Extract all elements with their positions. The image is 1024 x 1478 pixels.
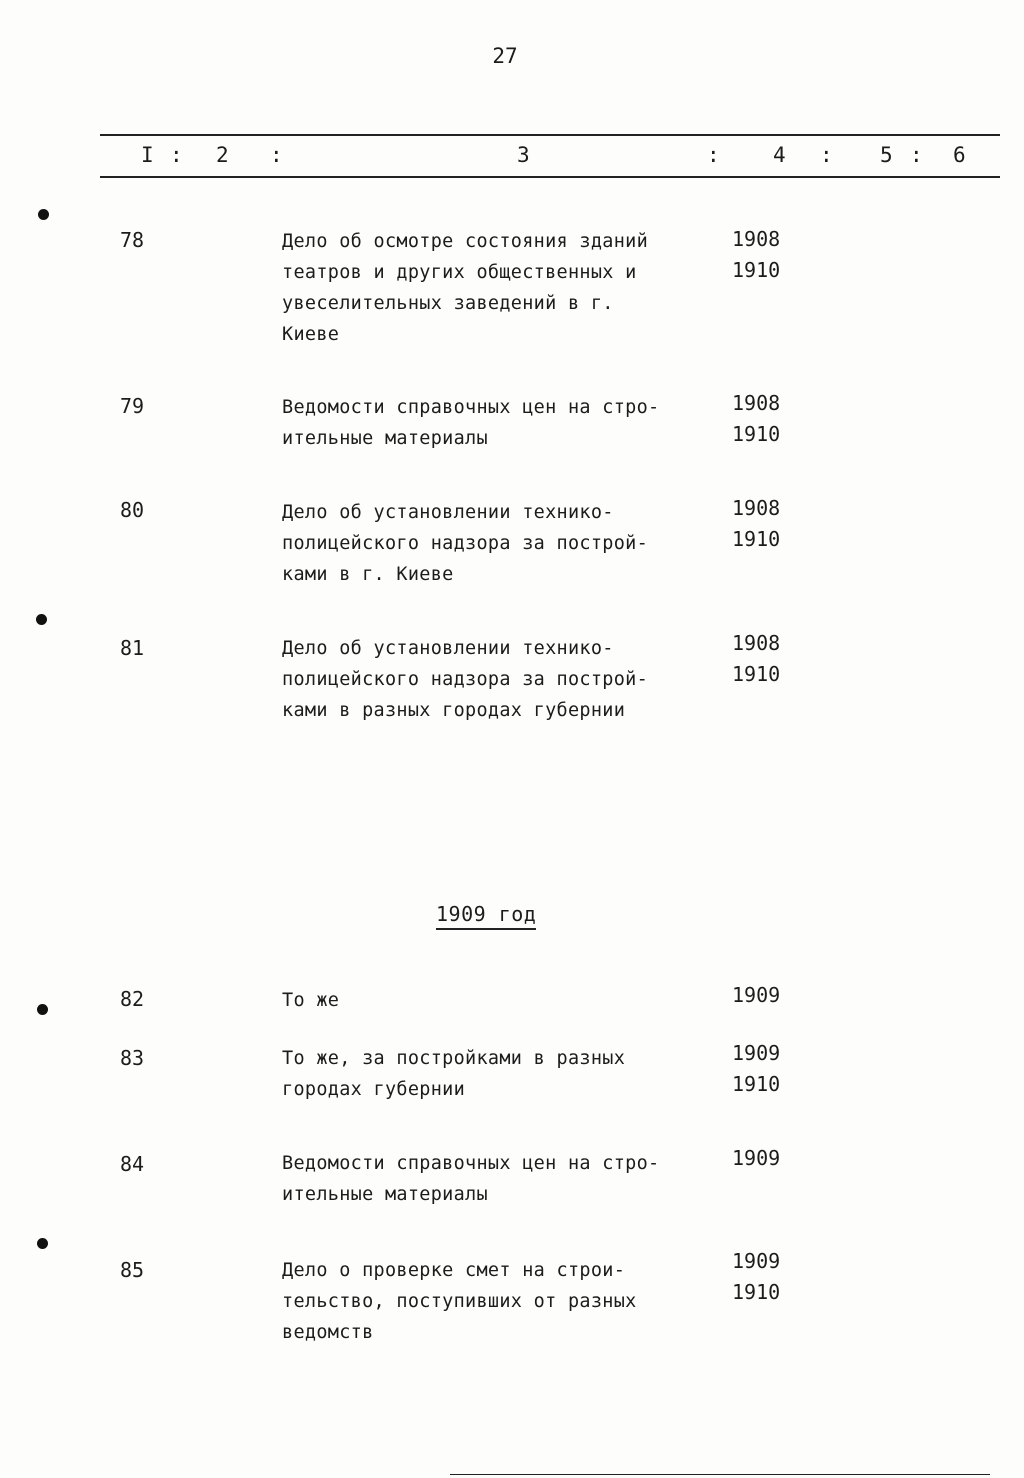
- entry-title-line: ками в г. Киеве: [282, 564, 454, 585]
- column-separator: :: [910, 143, 923, 167]
- entry-title-line: Ведомости справочных цен на стро-: [282, 397, 660, 418]
- year-heading: 1909 год: [436, 902, 536, 930]
- entry-number: 83: [120, 1046, 145, 1070]
- entry-title: [282, 1043, 712, 1105]
- page-number: 27: [492, 44, 518, 68]
- page-bottom-rule: [450, 1474, 990, 1475]
- punch-hole: [36, 614, 47, 625]
- entry-number: 85: [120, 1258, 145, 1282]
- entry-title: [282, 392, 712, 454]
- entry-date-end: 1910: [732, 422, 781, 446]
- entry-title-line: Киеве: [282, 324, 340, 345]
- column-header-3: 3: [517, 143, 530, 167]
- entry-dates: [732, 388, 792, 450]
- punch-hole: [37, 1004, 48, 1015]
- entry-title-line: ками в разных городах губернии: [282, 700, 626, 721]
- entry-title-line: ведомств: [282, 1322, 374, 1343]
- entry-title-line: ительные материалы: [282, 428, 488, 449]
- entry-number: 79: [120, 394, 145, 418]
- entry-date-start: 1909: [732, 1249, 781, 1273]
- column-header-2: 2: [216, 143, 229, 167]
- entry-dates: [732, 1143, 792, 1174]
- column-separator: :: [170, 143, 183, 167]
- entry-date-end: 1910: [732, 662, 781, 686]
- entry-title-line: Ведомости справочных цен на стро-: [282, 1153, 660, 1174]
- entry-date-start: 1908: [732, 227, 781, 251]
- entry-title-line: увеселительных заведений в г.: [282, 293, 614, 314]
- column-header-4: 4: [773, 143, 786, 167]
- entry-title-line: ительные материалы: [282, 1184, 488, 1205]
- entry-date-end: 1910: [732, 1072, 781, 1096]
- column-separator: :: [820, 143, 833, 167]
- entry-date-start: 1909: [732, 983, 781, 1007]
- entry-title-line: Дело об установлении технико-: [282, 502, 614, 523]
- column-separator: :: [270, 143, 283, 167]
- entry-title: [282, 226, 712, 350]
- entry-title: [282, 497, 712, 590]
- header-rule-top: [100, 134, 1000, 136]
- entry-date-start: 1908: [732, 391, 781, 415]
- entry-number: 78: [120, 228, 145, 252]
- entry-number: 82: [120, 987, 145, 1011]
- entry-date-start: 1909: [732, 1041, 781, 1065]
- entry-title-line: полицейского надзора за построй-: [282, 533, 649, 554]
- entry-number: 81: [120, 636, 145, 660]
- entry-title: [282, 633, 712, 726]
- entry-title-line: тельство, поступивших от разных: [282, 1291, 637, 1312]
- header-rule-bottom: [100, 176, 1000, 178]
- entry-dates: [732, 493, 792, 555]
- entry-title-line: Дело об осмотре состояния зданий: [282, 231, 649, 252]
- entry-title-line: То же: [282, 990, 340, 1011]
- column-header-5: 5: [880, 143, 893, 167]
- entry-date-start: 1909: [732, 1146, 781, 1170]
- punch-hole: [37, 1238, 48, 1249]
- entry-date-end: 1910: [732, 258, 781, 282]
- entry-date-start: 1908: [732, 496, 781, 520]
- entry-dates: [732, 628, 792, 690]
- entry-title-line: полицейского надзора за построй-: [282, 669, 649, 690]
- entry-dates: [732, 224, 792, 286]
- entry-title-line: Дело об установлении технико-: [282, 638, 614, 659]
- punch-hole: [38, 209, 49, 220]
- entry-title: [282, 985, 712, 1016]
- entry-title-line: Дело о проверке смет на строи-: [282, 1260, 626, 1281]
- entry-number: 84: [120, 1152, 145, 1176]
- entry-dates: [732, 1246, 792, 1308]
- entry-dates: [732, 1038, 792, 1100]
- entry-title: [282, 1148, 712, 1210]
- entry-dates: [732, 980, 792, 1011]
- entry-title: [282, 1255, 712, 1348]
- column-header-6: 6: [953, 143, 966, 167]
- entry-date-end: 1910: [732, 527, 781, 551]
- entry-title-line: городах губернии: [282, 1079, 466, 1100]
- entry-title-line: То же, за постройками в разных: [282, 1048, 626, 1069]
- column-separator: :: [707, 143, 720, 167]
- entry-number: 80: [120, 498, 145, 522]
- entry-title-line: театров и других общественных и: [282, 262, 637, 283]
- entry-date-start: 1908: [732, 631, 781, 655]
- column-header-1: I: [141, 143, 154, 167]
- entry-date-end: 1910: [732, 1280, 781, 1304]
